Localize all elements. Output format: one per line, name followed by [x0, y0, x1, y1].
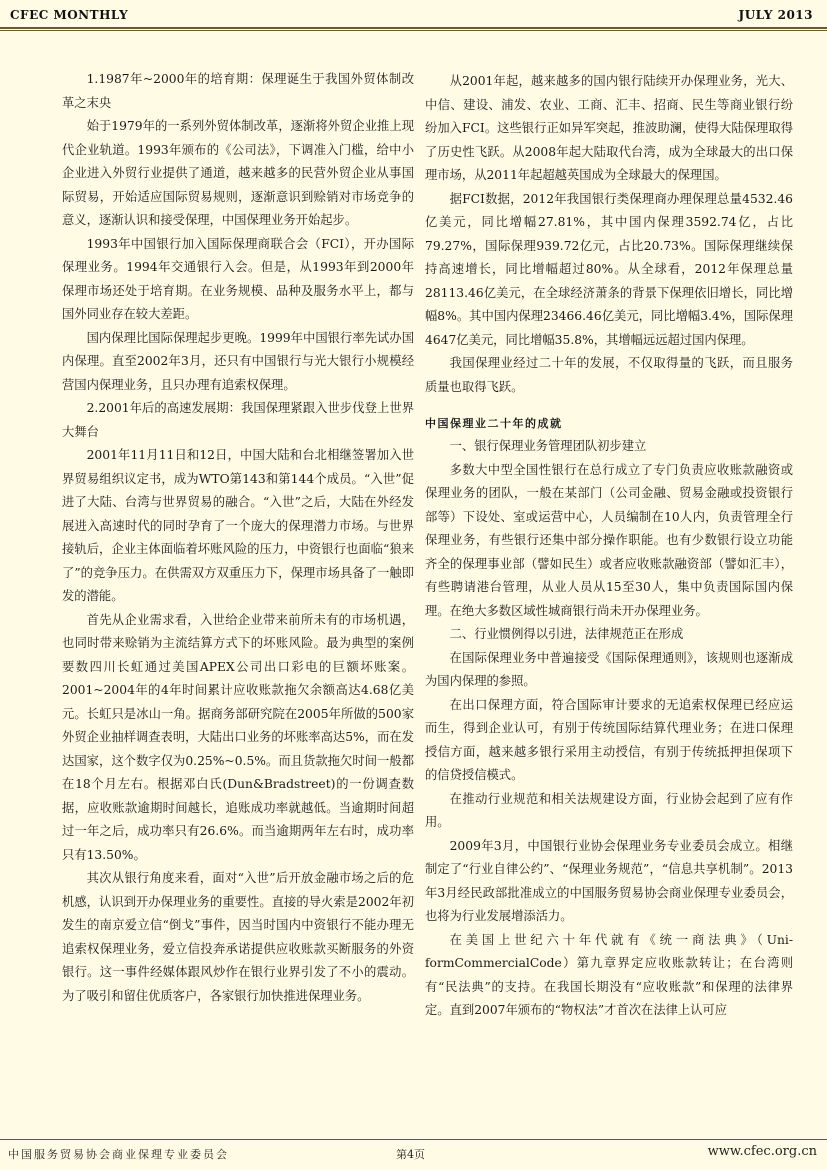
page-number: 第4页 [396, 1148, 425, 1161]
paragraph: 据FCI数据，2012年我国银行类保理商办理保理总量4532.46亿美元，同比增幅27.81%，其中国内保理3592.74亿，占比79.27%，国际保理939.72亿元，占比20.73%。国际保理继续保持高速增长，同比增幅超过80%。从全球看，2012年保理总量28113.46亿美元，在全球经济萧条的背景下保理依旧增长，同比增幅8%。其中国内保理23466.46亿美元，同比增幅3.4%，国际保理4647亿美元，同比增幅35.8%，其增幅远远超过国内保理。 [425, 191, 793, 347]
header-date: JULY 2013 [738, 8, 813, 22]
footer-organization: 中国服务贸易协会商业保理专业委员会 [8, 1148, 229, 1161]
page-footer [0, 1140, 827, 1170]
paragraph: 2001年11月11日和12日，中国大陆和台北相继签署加入世界贸易组织议定书，成为WTO第143和第144个成员。“入世”促进了大陆、台湾与世界贸易的融合。“入世”之后，大陆在外经发展进入高速时代的同时孕育了一个庞大的保理潜力市场。与世界接轨后，企业主体面临着坏账风险的压力，中资银行也面临“狼来了”的竞争压力。在供需双方双重压力下，保理市场具备了一触即发的潜能。 [62, 448, 414, 603]
paragraph: 在国际保理业务中普遍接受《国际保理通则》，该规则也逐渐成为国内保理的参照。 [425, 650, 793, 688]
paragraph: 从2001年起，越来越多的国内银行陆续开办保理业务，光大、中信、建设、浦发、农业、工商、汇丰、招商、民生等商业银行纷纷加入FCI。这些银行正如异军突起，推波助澜，使得大陆保理取得了历史性飞跃。从2008年起大陆取代台湾，成为全球最大的出口保理市场，从2011年起超越英国成为全球最大的保理国。 [425, 74, 793, 182]
footer-website-link[interactable]: www.cfec.org.cn [707, 1144, 817, 1159]
paragraph: 国内保理比国际保理起步更晚。1999年中国银行率先试办国内保理。直至2002年3月，还只有中国银行与光大银行小规模经营国内保理业务，且只办理有追索权保理。 [62, 330, 414, 392]
page-header [0, 0, 827, 30]
header-rule-thin [0, 30, 827, 31]
paragraph: 在美国上世纪六十年代就有《统一商法典》（Uni-formCommercialCode）第九章界定应收账款转让；在台湾则有“民法典”的支持。在我国长期没有“应收账款”和保理的法律界定。直到2007年颁布的“物权法”才首次在法律上认可应 [425, 932, 793, 1017]
paragraph: 1993年中国银行加入国际保理商联合会（FCI），开办国际保理业务。1994年交通银行入会。但是，从1993年到2000年保理市场还处于培育期。在业务规模、品种及服务水平上，都与国外同业存在较大差距。 [62, 236, 414, 321]
section-heading: 中国保理业二十年的成就 [425, 417, 563, 430]
header-title: CFEC MONTHLY [10, 8, 129, 22]
paragraph: 始于1979年的一系列外贸体制改革，逐渐将外贸企业推上现代企业轨道。1993年颁布的《公司法》，下调准入门槛，给中小企业进入外贸行业提供了通道，越来越多的民营外贸企业从事国际贸易，开始适应国际贸易规则，逐渐意识到赊销对市场竞争的意义，逐渐认识和接受保理，中国保理业务开始起步。 [62, 119, 414, 227]
paragraph: 其次从银行角度来看，面对“入世”后开放金融市场之后的危机感，认识到开办保理业务的重要性。直接的导火索是2002年初发生的南京爱立信“倒戈”事件，因当时国内中资银行不能办理无追索权保理业务，爱立信投奔承诺提供应收账款买断服务的外资银行。这一事件经媒体跟风炒作在银行业界引发了不小的震动。为了吸引和留住优质客户，各家银行加快推进保理业务。 [62, 871, 414, 1003]
header-rule [0, 27, 827, 29]
right-column [425, 70, 793, 1023]
paragraph: 二、行业惯例得以引进，法律规范正在形成 [449, 627, 684, 641]
paragraph: 我国保理业经过二十年的发展，不仅取得量的飞跃，而且服务质量也取得飞跃。 [425, 356, 793, 394]
paragraph: 在推动行业规范和相关法规建设方面，行业协会起到了应有作用。 [425, 791, 793, 829]
paragraph: 1.1987年~2000年的培育期：保理诞生于我国外贸体制改革之末央 [62, 72, 414, 110]
left-column [62, 68, 414, 1008]
paragraph: 在出口保理方面，符合国际审计要求的无追索权保理已经应运而生，得到企业认可，有别于传统国际结算代理业务；在进口保理授信方面，越来越多银行采用主动授信，有别于传统抵押担保项下的信贷授信模式。 [425, 697, 793, 782]
paragraph: 2.2001年后的高速发展期：我国保理紧跟入世步伐登上世界大舞台 [62, 401, 414, 439]
paragraph: 2009年3月，中国银行业协会保理业务专业委员会成立。相继制定了“行业自律公约”、“保理业务规范”，“信息共享机制”。2013年3月经民政部批准成立的中国服务贸易协会商业保理专业委员会，也将为行业发展增添活力。 [425, 838, 793, 923]
paragraph: 多数大中型全国性银行在总行成立了专门负责应收账款融资或保理业务的团队，一般在某部门（公司金融、贸易金融或投资银行部等）下设处、室或运营中心，人员编制在10人内，负责管理全行保理业务，有些银行还集中部分操作职能。也有少数银行设立功能齐全的保理事业部（譬如民生）或者应收账款融资部（譬如汇丰），有些聘请港台管理，从业人员从15至30人，集中负责国际国内保理。在绝大多数区域性城商银行尚未开办保理业务。 [425, 462, 793, 618]
paragraph: 一、银行保理业务管理团队初步建立 [449, 439, 647, 453]
paragraph: 首先从企业需求看，入世给企业带来前所未有的市场机遇，也同时带来赊销为主流结算方式下的坏账风险。最为典型的案例要数四川长虹通过美国APEX公司出口彩电的巨额坏账案。2001~2004年的4年时间累计应收账款拖欠余额高达4.68亿美元。长虹只是冰山一角。据商务部研究院在2005年所做的500家外贸企业抽样调查表明，大陆出口业务的坏账率高达5%，而在发达国家，这个数字仅为0.25%~0.5%。而且货款拖欠时间一般都在18个月左右。根据邓白氏(Dun&Bradstreet)的一份调查数据，应收账款逾期时间越长，追账成功率就越低。当逾期时间超过一年之后，成功率只有26.6%。而当逾期两年左右时，成功率只有13.50%。 [62, 612, 414, 862]
